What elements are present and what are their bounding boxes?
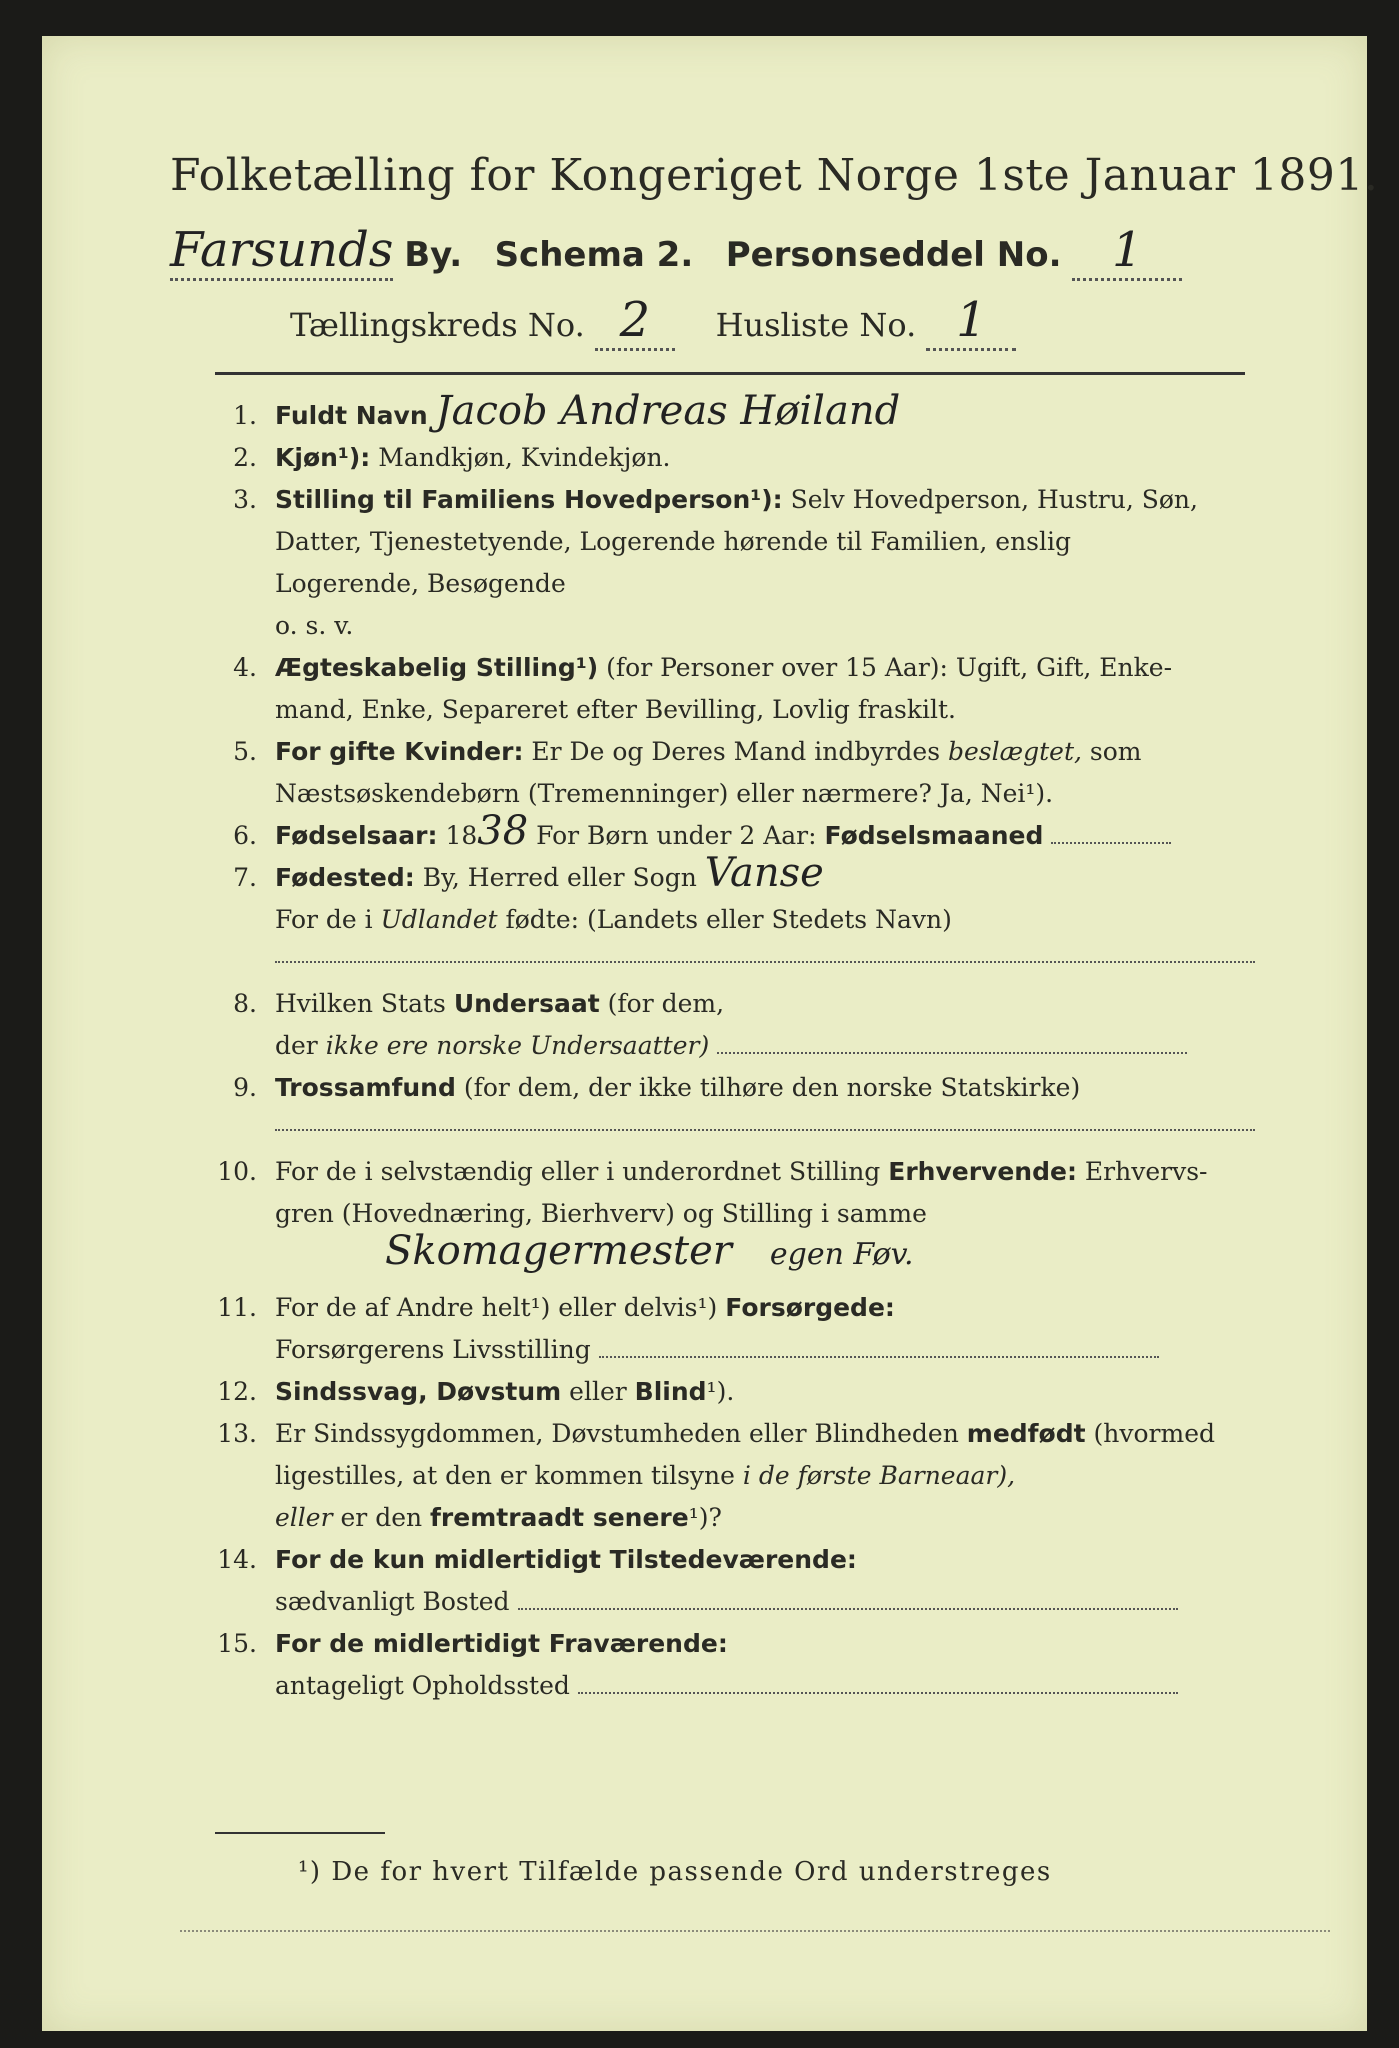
birthplace-label: Fødested:	[275, 863, 415, 892]
item-5: 5. For gifte Kvinder: Er De og Deres Mand indbyrdes beslægtet, som Næstsøskendebørn (Tremenninger) eller nærmere? Ja, Nei¹).	[233, 737, 1142, 808]
occupation-label: Erhvervende:	[888, 1157, 1077, 1186]
full-name-label: Fuldt Navn	[275, 401, 428, 430]
form-title: Folketælling for Kongeriget Norge 1ste Januar 1891.	[170, 150, 1379, 201]
header-line-kreds	[290, 292, 1016, 351]
item-11: 11. For de af Andre helt¹) eller delvis¹) Forsørgede: Forsørgerens Livsstilling	[215, 1287, 1255, 1371]
bottom-edge-mark	[180, 1930, 1330, 1932]
husliste-label: Husliste No.	[715, 306, 917, 344]
supported-label: Forsørgede:	[725, 1293, 895, 1322]
item-12: 12. Sindssvag, Døvstum eller Blind¹).	[217, 1377, 735, 1406]
husliste-number: 1	[956, 292, 987, 348]
item-3: 3. Stilling til Familiens Hovedperson¹): Selv Hovedperson, Hustru, Søn, Datter, Tjenestetyende, Logerende hørende til Familien, enslig Logerende, Besøgende o. s. v.	[233, 485, 1198, 640]
item-15: 15. For de midlertidigt Fraværende: antageligt Opholdssted	[215, 1623, 1255, 1707]
item-4: 4. Ægteskabelig Stilling¹) (for Personer over 15 Aar): Ugift, Gift, Enke- mand, Enke, Separeret efter Bevilling, Lovlig fraskilt.	[233, 653, 1173, 724]
by-label: By.	[404, 235, 463, 275]
occupation-value-2: egen Føv.	[769, 1237, 914, 1272]
family-position-label: Stilling til Familiens Hovedperson¹):	[275, 485, 783, 514]
item-7: 7. Fødested: By, Herred eller Sogn Vanse For de i Udlandet fødte: (Landets eller Stedets Navn)	[215, 857, 1255, 963]
temporary-absent-label: For de midlertidigt Fraværende:	[275, 1629, 728, 1658]
item-1: 1. Fuldt Navn Jacob Andreas Høiland	[233, 388, 901, 434]
personseddel-label: Personseddel No.	[725, 235, 1062, 275]
birth-year-label: Fødselsaar:	[275, 821, 438, 850]
temporary-present-label: For de kun midlertidigt Tilstedeværende:	[275, 1545, 857, 1574]
marital-status-label: Ægteskabelig Stilling¹)	[275, 653, 599, 682]
footnote: ¹) De for hvert Tilfælde passende Ord understreges	[298, 1857, 1052, 1887]
full-name-value: Jacob Andreas Høiland	[435, 388, 901, 434]
birth-year-value: 38	[477, 808, 529, 854]
town-name-handwritten: Farsunds	[170, 222, 394, 278]
form-items	[215, 388, 1255, 1707]
item-9: 9. Trossamfund (for dem, der ikke tilhøre den norske Statskirke)	[215, 1067, 1255, 1131]
personseddel-number: 1	[1112, 222, 1143, 278]
item-8: 8. Hvilken Stats Undersaat (for dem, der ikke ere norske Undersaatter)	[215, 983, 1255, 1067]
item-10: 10. For de i selvstændig eller i underordnet Stilling Erhvervende: Erhvervs- gren (Hovednæring, Bierhverv) og Stilling i samme Skomagermester egen Føv.	[217, 1157, 1208, 1274]
item-2: 2. Kjøn¹): Mandkjøn, Kvindekjøn.	[233, 443, 671, 472]
birthplace-value: Vanse	[704, 850, 824, 896]
item-14: 14. For de kun midlertidigt Tilstedeværende: sædvanligt Bosted	[215, 1539, 1255, 1623]
footnote-rule	[215, 1832, 385, 1834]
religion-label: Trossamfund	[275, 1073, 456, 1102]
disability-label: Sindssvag, Døvstum	[275, 1377, 562, 1406]
item-13: 13. Er Sindssygdommen, Døvstumheden eller Blindheden medfødt (hvormed ligestilles, at den er kommen tilsyne i de første Barneaar), eller er den fremtraadt senere¹)?	[217, 1419, 1216, 1532]
married-women-label: For gifte Kvinder:	[275, 737, 524, 766]
tellingskreds-label: Tællingskreds No.	[290, 306, 585, 344]
header-rule	[215, 372, 1245, 375]
schema-label: Schema 2.	[494, 235, 694, 275]
sex-options: Mandkjøn, Kvindekjøn.	[378, 443, 671, 472]
occupation-value: Skomagermester	[385, 1228, 732, 1274]
tellingskreds-number: 2	[619, 292, 651, 348]
header-line-town	[170, 222, 1182, 281]
sex-label: Kjøn¹):	[275, 443, 371, 472]
subject-of-state-label: Undersaat	[453, 989, 600, 1018]
item-6: 6. Fødselsaar: 1838 For Børn under 2 Aar: Fødselsmaaned	[215, 815, 1255, 857]
